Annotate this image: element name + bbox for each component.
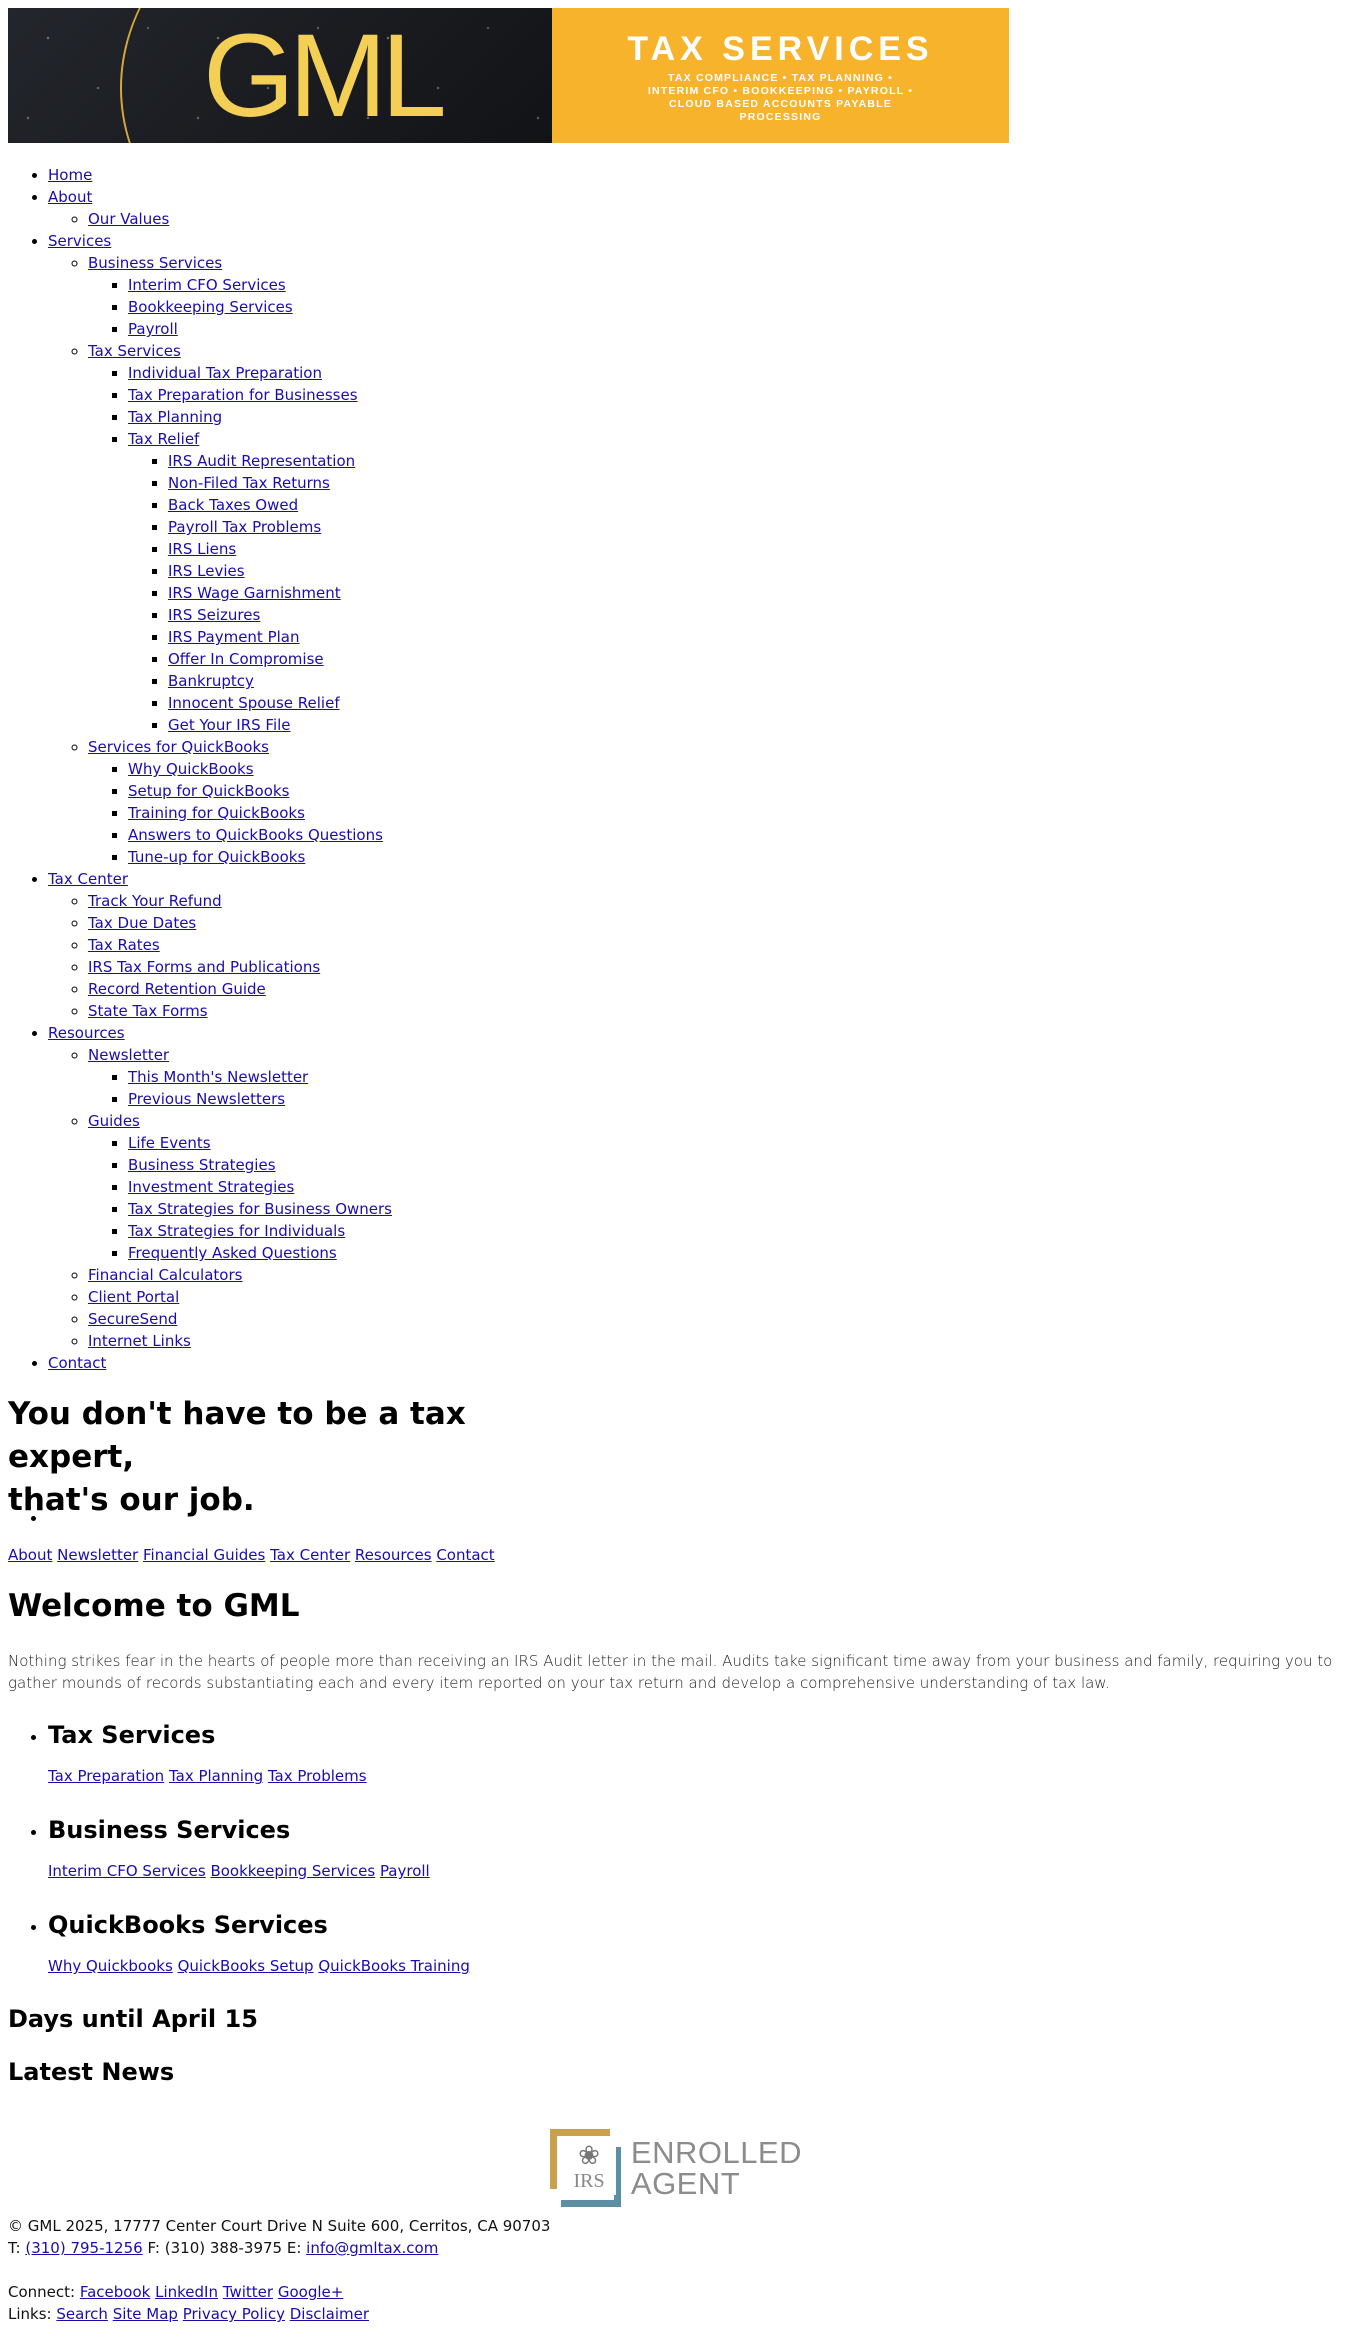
nav-link-interim-cfo[interactable]: Interim CFO Services — [128, 276, 286, 294]
service-card — [48, 1813, 470, 1908]
nav-link-guides-item[interactable]: Investment Strategies — [128, 1178, 295, 1196]
enrolled-agent-line: AGENT — [630, 2166, 741, 2201]
nav-link-tax-relief-item[interactable]: Offer In Compromise — [168, 650, 324, 668]
nav-link-bookkeeping[interactable]: Bookkeeping Services — [128, 298, 293, 316]
nav-link-tax-relief-item[interactable]: IRS Seizures — [168, 606, 261, 624]
nav-link-guides-item[interactable]: Frequently Asked Questions — [128, 1244, 337, 1262]
nav-link-tax-relief-item[interactable]: IRS Wage Garnishment — [168, 584, 341, 602]
nav-link-quickbooks-item[interactable]: Tune-up for QuickBooks — [128, 848, 306, 866]
nav-link-guides-item[interactable]: Business Strategies — [128, 1156, 276, 1174]
empty-list-item — [48, 1509, 58, 1529]
nav-link-tax-relief-item[interactable]: Get Your IRS File — [168, 716, 291, 734]
quick-link-resources[interactable]: Resources — [354, 1546, 432, 1564]
email-link[interactable]: info@gmltax.com — [306, 2239, 439, 2257]
nav-link-tax-services[interactable]: Tax Services — [88, 342, 181, 360]
gml-logo: GML — [203, 10, 441, 142]
nav-link-tax-center-item[interactable]: Track Your Refund — [88, 892, 222, 910]
footer-links — [8, 2303, 550, 2325]
banner-subtitle-line: INTERIM CFO • BOOKKEEPING • PAYROLL • — [647, 85, 914, 97]
service-title: • Tax Services — [48, 1721, 216, 1749]
nav-link-business-tax[interactable]: Tax Preparation for Businesses — [128, 386, 358, 404]
nav-link-tax-relief-item[interactable]: Innocent Spouse Relief — [168, 694, 340, 712]
latest-news-heading: Latest News — [8, 2058, 175, 2086]
banner-subtitle — [552, 72, 1009, 124]
irs-seal-text: IRS — [573, 2170, 605, 2192]
nav-link-contact[interactable]: Contact — [48, 1354, 107, 1372]
nav-link-resources[interactable]: Resources — [48, 1024, 125, 1042]
nav-link-resources-item[interactable]: SecureSend — [88, 1310, 178, 1328]
footer-connect — [8, 2281, 550, 2303]
search-link[interactable]: Search — [56, 2305, 108, 2323]
nav-link-home[interactable]: Home — [48, 166, 93, 184]
welcome-heading: Welcome to GML — [8, 1588, 300, 1624]
nav-link-tax-relief-item[interactable]: Non-Filed Tax Returns — [168, 474, 330, 492]
phone-label: T: — [8, 2239, 21, 2257]
linkedin-link[interactable]: LinkedIn — [155, 2283, 218, 2301]
nav-item-home — [48, 164, 392, 186]
banner-title-panel — [552, 8, 1009, 143]
service-card — [48, 1908, 470, 2003]
nav-link-guides-item[interactable]: Tax Strategies for Individuals — [128, 1222, 346, 1240]
nav-link-tax-center-item[interactable]: IRS Tax Forms and Publications — [88, 958, 321, 976]
banner-title: TAX SERVICES — [627, 30, 934, 68]
nav-link-resources-item[interactable]: Financial Calculators — [88, 1266, 243, 1284]
service-links — [48, 1766, 470, 1786]
service-link[interactable]: QuickBooks Setup — [177, 1957, 314, 1975]
header-banner[interactable] — [8, 8, 1009, 143]
nav-link-quickbooks-item[interactable]: Why QuickBooks — [128, 760, 254, 778]
quick-link-about[interactable]: About — [8, 1546, 53, 1564]
banner-logo-panel — [8, 8, 552, 143]
service-link[interactable]: Payroll — [379, 1862, 430, 1880]
nav-link-tax-relief[interactable]: Tax Relief — [128, 430, 200, 448]
service-link[interactable]: Tax Problems — [267, 1767, 367, 1785]
nav-link-tax-relief-item[interactable]: IRS Levies — [168, 562, 245, 580]
quick-link-contact[interactable]: Contact — [436, 1546, 495, 1564]
service-link[interactable]: QuickBooks Training — [318, 1957, 470, 1975]
nav-item-contact — [48, 1352, 392, 1374]
banner-subtitle-line: CLOUD BASED ACCOUNTS PAYABLE — [668, 98, 892, 110]
nav-link-newsletter-item[interactable]: Previous Newsletters — [128, 1090, 286, 1108]
facebook-link[interactable]: Facebook — [79, 2283, 151, 2301]
days-until-heading: Days until April 15 — [8, 2005, 258, 2033]
nav-link-tax-center-item[interactable]: Tax Due Dates — [88, 914, 197, 932]
nav-link-newsletter-item[interactable]: This Month's Newsletter — [128, 1068, 309, 1086]
nav-link-tax-relief-item[interactable]: IRS Audit Representation — [168, 452, 356, 470]
nav-item-about — [48, 186, 392, 230]
nav-link-payroll[interactable]: Payroll — [128, 320, 178, 338]
service-links — [48, 1861, 470, 1881]
nav-link-tax-center-item[interactable]: State Tax Forms — [88, 1002, 208, 1020]
nav-link-tax-relief-item[interactable]: Bankruptcy — [168, 672, 254, 690]
enrolled-agent-line: ENROLLED — [630, 2135, 802, 2170]
privacy-policy-link[interactable]: Privacy Policy — [182, 2305, 285, 2323]
nav-item-resources — [48, 1022, 392, 1352]
enrolled-agent-badge — [550, 2127, 802, 2209]
site-map-link[interactable]: Site Map — [112, 2305, 178, 2323]
nav-link-tax-relief-item[interactable]: Back Taxes Owed — [168, 496, 299, 514]
nav-link-tax-center[interactable]: Tax Center — [48, 870, 129, 888]
main-nav — [8, 164, 392, 1374]
links-label: Links: — [8, 2305, 52, 2323]
nav-link-tax-planning[interactable]: Tax Planning — [128, 408, 223, 426]
nav-link-quickbooks-item[interactable]: Answers to QuickBooks Questions — [128, 826, 383, 844]
disclaimer-link[interactable]: Disclaimer — [289, 2305, 370, 2323]
nav-link-tax-relief-item[interactable]: IRS Liens — [168, 540, 237, 558]
nav-link-guides[interactable]: Guides — [88, 1112, 140, 1130]
service-title: • QuickBooks Services — [48, 1911, 328, 1939]
nav-link-about[interactable]: About — [48, 188, 93, 206]
nav-link-resources-item[interactable]: Client Portal — [88, 1288, 180, 1306]
service-title: • Business Services — [48, 1816, 291, 1844]
footer-address: © GML 2025, 17777 Center Court Drive N Suite 600, Cerritos, CA 90703 — [8, 2217, 551, 2235]
quick-link-financial-guides[interactable]: Financial Guides — [143, 1546, 266, 1564]
nav-link-tax-relief-item[interactable]: IRS Payment Plan — [168, 628, 300, 646]
nav-item-services — [48, 230, 392, 868]
nav-link-our-values[interactable]: Our Values — [88, 210, 170, 228]
services-list — [8, 1718, 470, 2003]
nav-link-tax-center-item[interactable]: Tax Rates — [88, 936, 160, 954]
nav-link-newsletter[interactable]: Newsletter — [88, 1046, 170, 1064]
nav-link-quickbooks-item[interactable]: Training for QuickBooks — [128, 804, 305, 822]
nav-link-services[interactable]: Services — [48, 232, 112, 250]
phone-link[interactable]: (310) 795-1256 — [25, 2239, 143, 2257]
empty-slider-list — [48, 1509, 58, 1529]
service-link[interactable]: Why Quickbooks — [48, 1957, 173, 1975]
service-card — [48, 1718, 470, 1813]
nav-link-tax-relief-item[interactable]: Payroll Tax Problems — [168, 518, 322, 536]
service-link[interactable]: Bookkeeping Services — [210, 1862, 376, 1880]
banner-subtitle-line: PROCESSING — [739, 111, 822, 123]
connect-label: Connect: — [8, 2283, 76, 2301]
service-link[interactable]: Tax Planning — [168, 1767, 264, 1785]
twitter-link[interactable]: Twitter — [222, 2283, 274, 2301]
nav-link-individual-tax[interactable]: Individual Tax Preparation — [128, 364, 322, 382]
welcome-body: Nothing strikes fear in the hearts of people more than receiving an IRS Audit letter in the mail. Audits take significant time away from your business and family, requiring you to gather mounds of records substantiating each and every item reported on your tax return and develop a comprehensive understanding of tax law. — [8, 1652, 1333, 1692]
service-link[interactable]: Tax Preparation — [48, 1767, 165, 1785]
banner-subtitle-line: TAX COMPLIANCE • TAX PLANNING • — [668, 72, 893, 84]
eagle-icon: ❀ — [578, 2141, 600, 2171]
nav-link-business-services[interactable]: Business Services — [88, 254, 223, 272]
quick-link-tax-center[interactable]: Tax Center — [270, 1546, 351, 1564]
service-link[interactable]: Interim CFO Services — [48, 1862, 206, 1880]
nav-link-resources-item[interactable]: Internet Links — [88, 1332, 191, 1350]
google-plus-link[interactable]: Google+ — [277, 2283, 344, 2301]
nav-link-guides-item[interactable]: Tax Strategies for Business Owners — [128, 1200, 392, 1218]
hero-heading — [8, 1393, 568, 1522]
nav-link-quickbooks-item[interactable]: Setup for QuickBooks — [128, 782, 290, 800]
nav-link-quickbooks[interactable]: Services for QuickBooks — [88, 738, 269, 756]
irs-seal-icon — [550, 2129, 621, 2207]
enrolled-agent-text — [631, 2137, 802, 2199]
hero-line: You don't have to be a tax expert, — [8, 1396, 466, 1475]
fax-email-label: F: (310) 388-3975 E: — [147, 2239, 302, 2257]
quick-links — [8, 1545, 495, 1565]
footer-contact-line — [8, 2237, 550, 2259]
nav-link-guides-item[interactable]: Life Events — [128, 1134, 211, 1152]
hero-line: that's our job. — [8, 1482, 255, 1518]
service-links — [48, 1956, 470, 1976]
footer — [8, 2215, 550, 2325]
nav-link-tax-center-item[interactable]: Record Retention Guide — [88, 980, 266, 998]
nav-item-tax-center — [48, 868, 392, 1022]
quick-link-newsletter[interactable]: Newsletter — [57, 1546, 139, 1564]
